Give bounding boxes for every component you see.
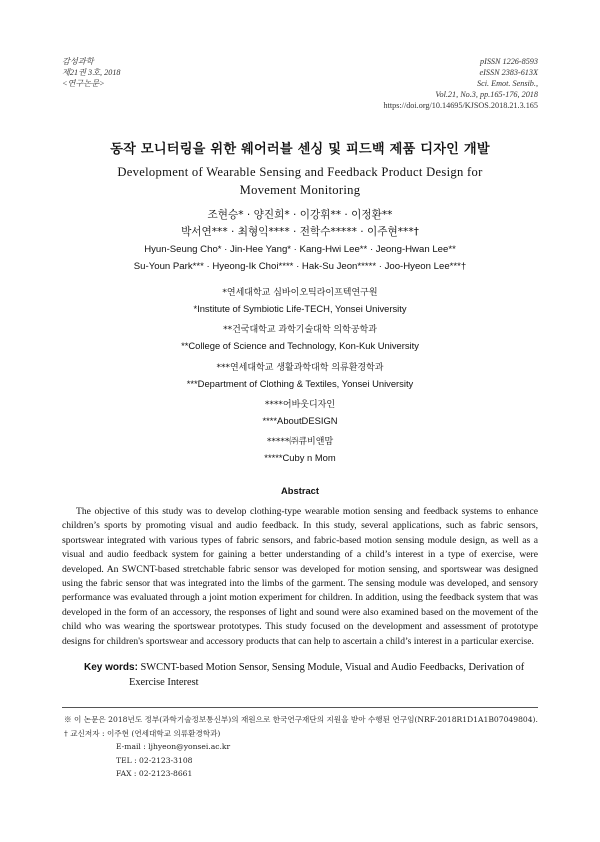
- fax: FAX : 02-2123-8661: [116, 769, 193, 779]
- authors-english: [0, 241, 600, 275]
- affiliation-en: ***Department of Clothing & Textiles, Yonsei University: [186, 378, 414, 389]
- affiliation-3: [0, 361, 600, 391]
- affiliation-1: [0, 286, 600, 316]
- title-korean: 동작 모니터링을 위한 웨어러블 센싱 및 피드백 제품 디자인 개발: [110, 142, 490, 157]
- affiliation-en: *Institute of Symbiotic Life-TECH, Yonsei University: [193, 303, 407, 314]
- volume-pages: Vol.21, No.3, pp.165-176, 2018: [435, 90, 538, 99]
- affiliation-en: *****Cuby n Mom: [264, 452, 336, 463]
- keywords-line1: SWCNT-based Motion Sensor, Sensing Module, Visual and Audio Feedbacks, Derivation of: [140, 662, 525, 673]
- title-english: [0, 163, 600, 199]
- article-type: <연구논문>: [62, 79, 105, 88]
- affiliation-2: [0, 323, 600, 353]
- authors-ko-line2: 박서연*** · 최형익**** · 전학수***** · 이주현***†: [181, 226, 419, 238]
- corresponding-author: † 교신저자 : 이주현 (연세대학교 의류환경학과): [64, 728, 221, 738]
- keywords: [84, 660, 540, 690]
- authors-ko-line1: 조현승* · 양진희* · 이강휘** · 이정환**: [207, 209, 393, 221]
- affiliation-ko: *연세대학교 심바이오틱라이프텍연구원: [222, 288, 378, 298]
- journal-abbrev: Sci. Emot. Sensib.,: [477, 79, 538, 88]
- keywords-label: Key words:: [84, 662, 138, 673]
- pissn: pISSN 1226-8593: [480, 57, 538, 66]
- keywords-line2: Exercise Interest: [129, 677, 199, 688]
- funding-note: ※ 이 논문은 2018년도 정부(과학기술정보통신부)의 재원으로 한국연구재단의 지원을 받아 수행된 연구임(NRF-2018R1D1A1B07049804).: [64, 715, 538, 724]
- affiliation-5: [0, 435, 600, 465]
- affiliation-en: ****AboutDESIGN: [262, 415, 338, 426]
- abstract-heading: Abstract: [280, 485, 320, 496]
- journal-header-left: [62, 56, 121, 89]
- affiliation-4: [0, 398, 600, 428]
- affiliation-ko: *****㈜큐비앤맘: [266, 437, 334, 447]
- abstract-body: The objective of this study was to develop clothing-type wearable motion sensing and feedback systems to enhance children’s sports by promoting visual and audio feedback. In this study, several applications, such as fabric sensors, sportswear integrated with various types of fabric sensors, and fabric-based motion sensing module design, as well as a visual and audio feedback system for gaining a better understanding of a child’s interest in a type of exercise, were developed. An SWCNT-based stretchable fabric sensor was developed for motion sensing, and sportswear was designed using the fabric sensor that was integrated into the limbs of the garment. The sensing module was developed, and sensory performance was evaluated through a joint motion experiment for children. In addition, using the feedback system that was developed in the form of an accessory, the responses of light and sound were also examined based on the movement of the child who was wearing the sportswear prototypes. This study focused on the development and assessment of prototype designs for children's sportswear and accessory products that can help to ascertain a child’s interest in a particular exercise.: [62, 506, 538, 647]
- journal-header-right: [383, 56, 538, 111]
- authors-en-line2: Su-Youn Park*** · Hyeong-Ik Choi**** · Hak-Su Jeon***** · Joo-Hyeon Lee***†: [133, 261, 467, 272]
- affiliation-ko: ***연세대학교 생활과학대학 의류환경학과: [216, 363, 384, 373]
- journal-volume: 제21권 3호, 2018: [62, 68, 121, 77]
- affiliation-ko: ****어바웃디자인: [264, 400, 336, 410]
- email[interactable]: E-mail : ljhyeon@yonsei.ac.kr: [116, 742, 231, 752]
- title-english-line1: Development of Wearable Sensing and Feedback Product Design for: [117, 165, 483, 179]
- footnotes: [64, 713, 538, 781]
- title-english-line2: Movement Monitoring: [239, 183, 361, 197]
- journal-name: 감성과학: [62, 57, 94, 66]
- authors-en-line1: Hyun-Seung Cho* · Jin-Hee Yang* · Kang-Hwi Lee** · Jeong-Hwan Lee**: [144, 244, 456, 255]
- telephone: TEL : 02-2123-3108: [116, 755, 193, 765]
- affiliation-ko: **건국대학교 과학기술대학 의학공학과: [223, 325, 377, 335]
- affiliation-en: **College of Science and Technology, Kon-Kuk University: [181, 340, 419, 351]
- authors-korean: [0, 207, 600, 241]
- eissn: eISSN 2383-613X: [479, 68, 538, 77]
- doi-link[interactable]: https://doi.org/10.14695/KJSOS.2018.21.3.165: [383, 101, 538, 110]
- footnote-divider: [62, 707, 538, 708]
